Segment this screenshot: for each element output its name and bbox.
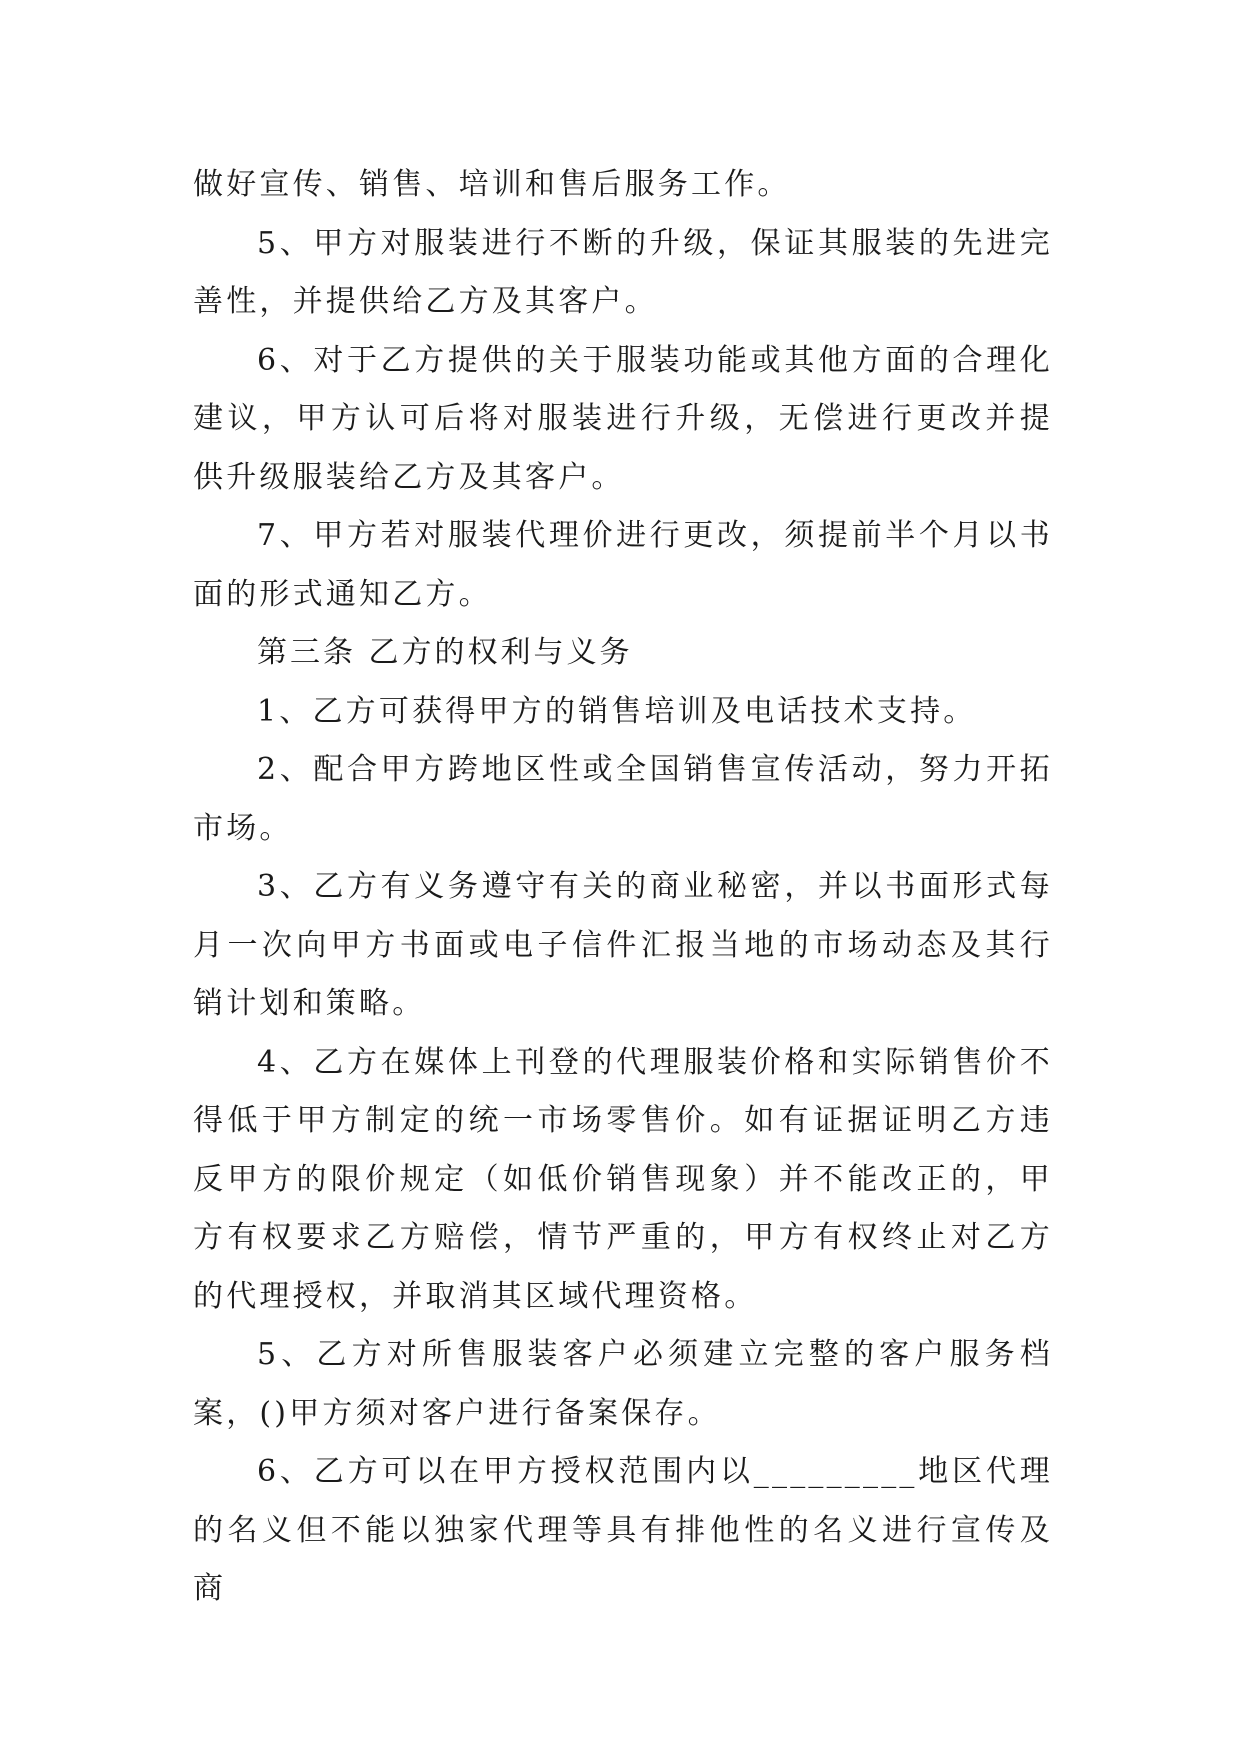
- paragraph-item-7-price-change: 7、甲方若对服装代理价进行更改，须提前半个月以书面的形式通知乙方。: [193, 518, 1053, 612]
- paragraph-item-4-pricing: 4、乙方在媒体上刊登的代理服装价格和实际销售价不得低于甲方制定的统一市场零售价。如有证据证明乙方违反甲方的限价规定（如低价销售现象）并不能改正的，甲方有权要求乙方赔偿，情节严重的，甲方有权终止对乙方的代理授权，并取消其区域代理资格。: [193, 1044, 1053, 1314]
- paragraph-item-5-upgrade: 5、甲方对服装进行不断的升级，保证其服装的先进完善性，并提供给乙方及其客户。: [193, 225, 1053, 319]
- paragraph-continuation: 做好宣传、销售、培训和售后服务工作。: [193, 167, 791, 202]
- paragraph-item-6-agency-scope: 6、乙方可以在甲方授权范围内以_________地区代理的名义但不能以独家代理等具有排他性的名义进行宣传及商: [193, 1454, 1053, 1606]
- paragraph-item-5-customer-records: 5、乙方对所售服装客户必须建立完整的客户服务档案，()甲方须对客户进行备案保存。: [193, 1337, 1053, 1431]
- paragraph-item-2-marketing: 2、配合甲方跨地区性或全国销售宣传活动，努力开拓市场。: [193, 752, 1053, 846]
- paragraph-item-6-suggestions: 6、对于乙方提供的关于服装功能或其他方面的合理化建议，甲方认可后将对服装进行升级，无偿进行更改并提供升级服装给乙方及其客户。: [193, 342, 1053, 495]
- paragraph-item-3-confidentiality: 3、乙方有义务遵守有关的商业秘密，并以书面形式每月一次向甲方书面或电子信件汇报当地的市场动态及其行销计划和策略。: [193, 869, 1053, 1021]
- paragraph-item-1-training: 1、乙方可获得甲方的销售培训及电话技术支持。: [257, 693, 977, 729]
- document-body: [193, 156, 1053, 1619]
- section-heading-article-3: 第三条 乙方的权利与义务: [257, 635, 633, 670]
